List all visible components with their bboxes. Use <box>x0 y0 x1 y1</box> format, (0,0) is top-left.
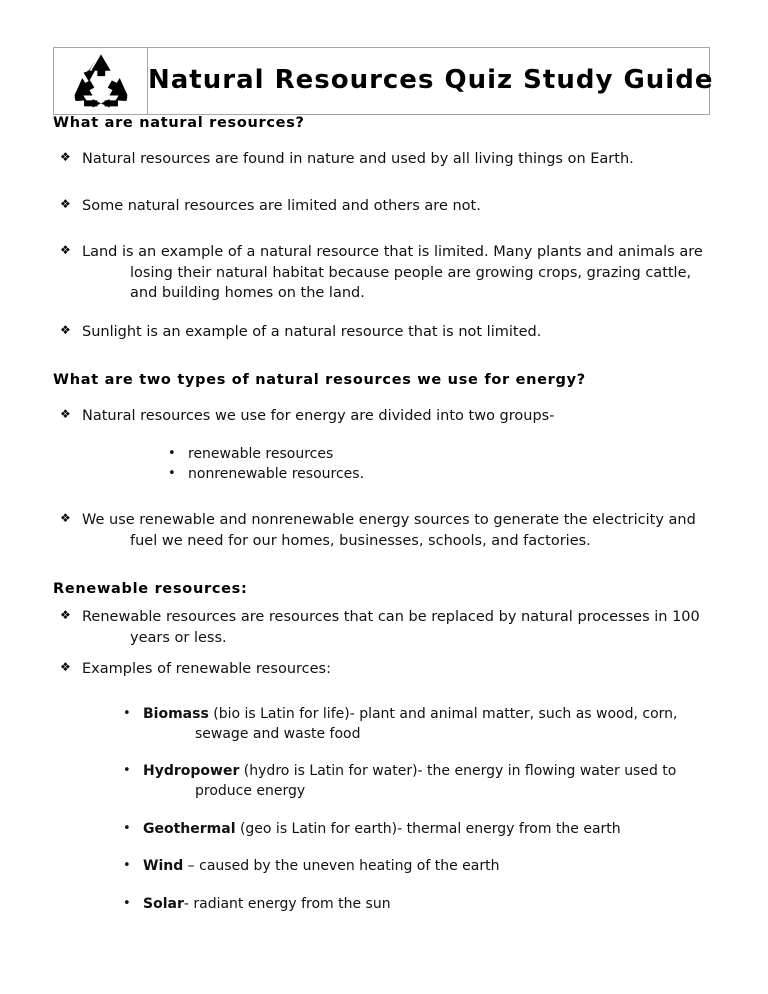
title-cell <box>148 48 713 114</box>
round-bullet-icon: • <box>123 895 131 911</box>
diamond-bullet-icon: ❖ <box>60 608 71 623</box>
header-table <box>53 47 714 115</box>
list-item-text: Renewable resources are resources that can be replaced by natural processes in 100 years or less. <box>82 609 700 646</box>
example-definition: (geo is Latin for earth)- thermal energy from the earth <box>235 820 621 837</box>
list-item-text: Some natural resources are limited and others are not. <box>82 197 481 214</box>
round-bullet-icon: • <box>123 763 131 779</box>
section-what-are-natural-resources <box>0 115 768 342</box>
round-bullet-icon: • <box>123 858 131 874</box>
example-term: Biomass <box>143 706 209 723</box>
diamond-bullet-icon: ❖ <box>60 511 71 526</box>
list-item <box>123 857 720 877</box>
list-item <box>60 149 720 170</box>
list-item <box>60 659 720 680</box>
list-item-text: nonrenewable resources. <box>188 465 365 482</box>
round-bullet-icon: • <box>168 446 176 462</box>
example-term: Wind <box>143 858 184 875</box>
list-item <box>123 705 720 744</box>
example-definition: (bio is Latin for life)- plant and animal matter, such as wood, corn, sewage and waste food <box>195 706 678 742</box>
round-bullet-icon: • <box>123 706 131 722</box>
list-item <box>60 406 720 427</box>
diamond-bullet-icon: ❖ <box>60 322 71 337</box>
section-heading: What are two types of natural resources we use for energy? <box>53 372 586 389</box>
list-item <box>60 196 720 217</box>
example-definition: – caused by the uneven heating of the earth <box>183 858 500 875</box>
round-bullet-icon: • <box>168 465 176 481</box>
list-item-text: We use renewable and nonrenewable energy sources to generate the electricity and fuel we need for our homes, businesses, schools, and factories. <box>82 512 696 549</box>
page-title: Natural Resources Quiz Study Guide <box>148 65 714 95</box>
list-item <box>60 607 720 648</box>
document-body <box>0 115 768 914</box>
round-bullet-icon: • <box>123 820 131 836</box>
list-item-text: renewable resources <box>188 446 334 463</box>
list-item <box>123 895 720 915</box>
list-item-text <box>143 705 720 744</box>
list-item <box>60 510 720 551</box>
list-item-text: Natural resources are found in nature and used by all living things on Earth. <box>82 151 634 167</box>
diamond-bullet-icon: ❖ <box>60 659 71 674</box>
list-item-text: Land is an example of a natural resource that is limited. Many plants and animals are losing their natural habitat because people are growing crops, grazing cattle, and building homes on the land. <box>82 244 703 302</box>
diamond-bullet-icon: ❖ <box>60 150 71 164</box>
example-term: Hydropower <box>143 763 240 780</box>
diamond-bullet-icon: ❖ <box>60 243 71 258</box>
list-item <box>168 445 720 465</box>
list-item-text: Examples of renewable resources: <box>82 660 331 677</box>
logo-cell <box>54 48 148 114</box>
section-heading: Renewable resources: <box>53 581 248 598</box>
section-two-types-of-natural-resources <box>0 372 768 551</box>
recycle-icon <box>70 52 132 110</box>
diamond-bullet-icon: ❖ <box>60 407 71 422</box>
example-definition: - radiant energy from the sun <box>183 895 391 912</box>
example-term: Geothermal <box>143 820 236 837</box>
list-item <box>123 820 720 840</box>
example-definition: (hydro is Latin for water)- the energy in flowing water used to produce energy <box>195 763 677 799</box>
list-item <box>123 762 720 801</box>
list-item <box>168 465 720 485</box>
diamond-bullet-icon: ❖ <box>60 196 71 211</box>
list-item-text <box>143 762 720 801</box>
list-item-text <box>143 820 720 840</box>
section-renewable-resources <box>0 581 768 914</box>
list-item <box>60 242 720 304</box>
list-item-text <box>143 895 720 915</box>
list-item-text <box>143 857 720 877</box>
list-item <box>60 322 720 343</box>
example-term: Solar <box>143 895 184 912</box>
section-heading: What are natural resources? <box>53 115 305 131</box>
list-item-text: Natural resources we use for energy are divided into two groups- <box>82 408 555 425</box>
list-item-text: Sunlight is an example of a natural resource that is not limited. <box>82 323 542 340</box>
